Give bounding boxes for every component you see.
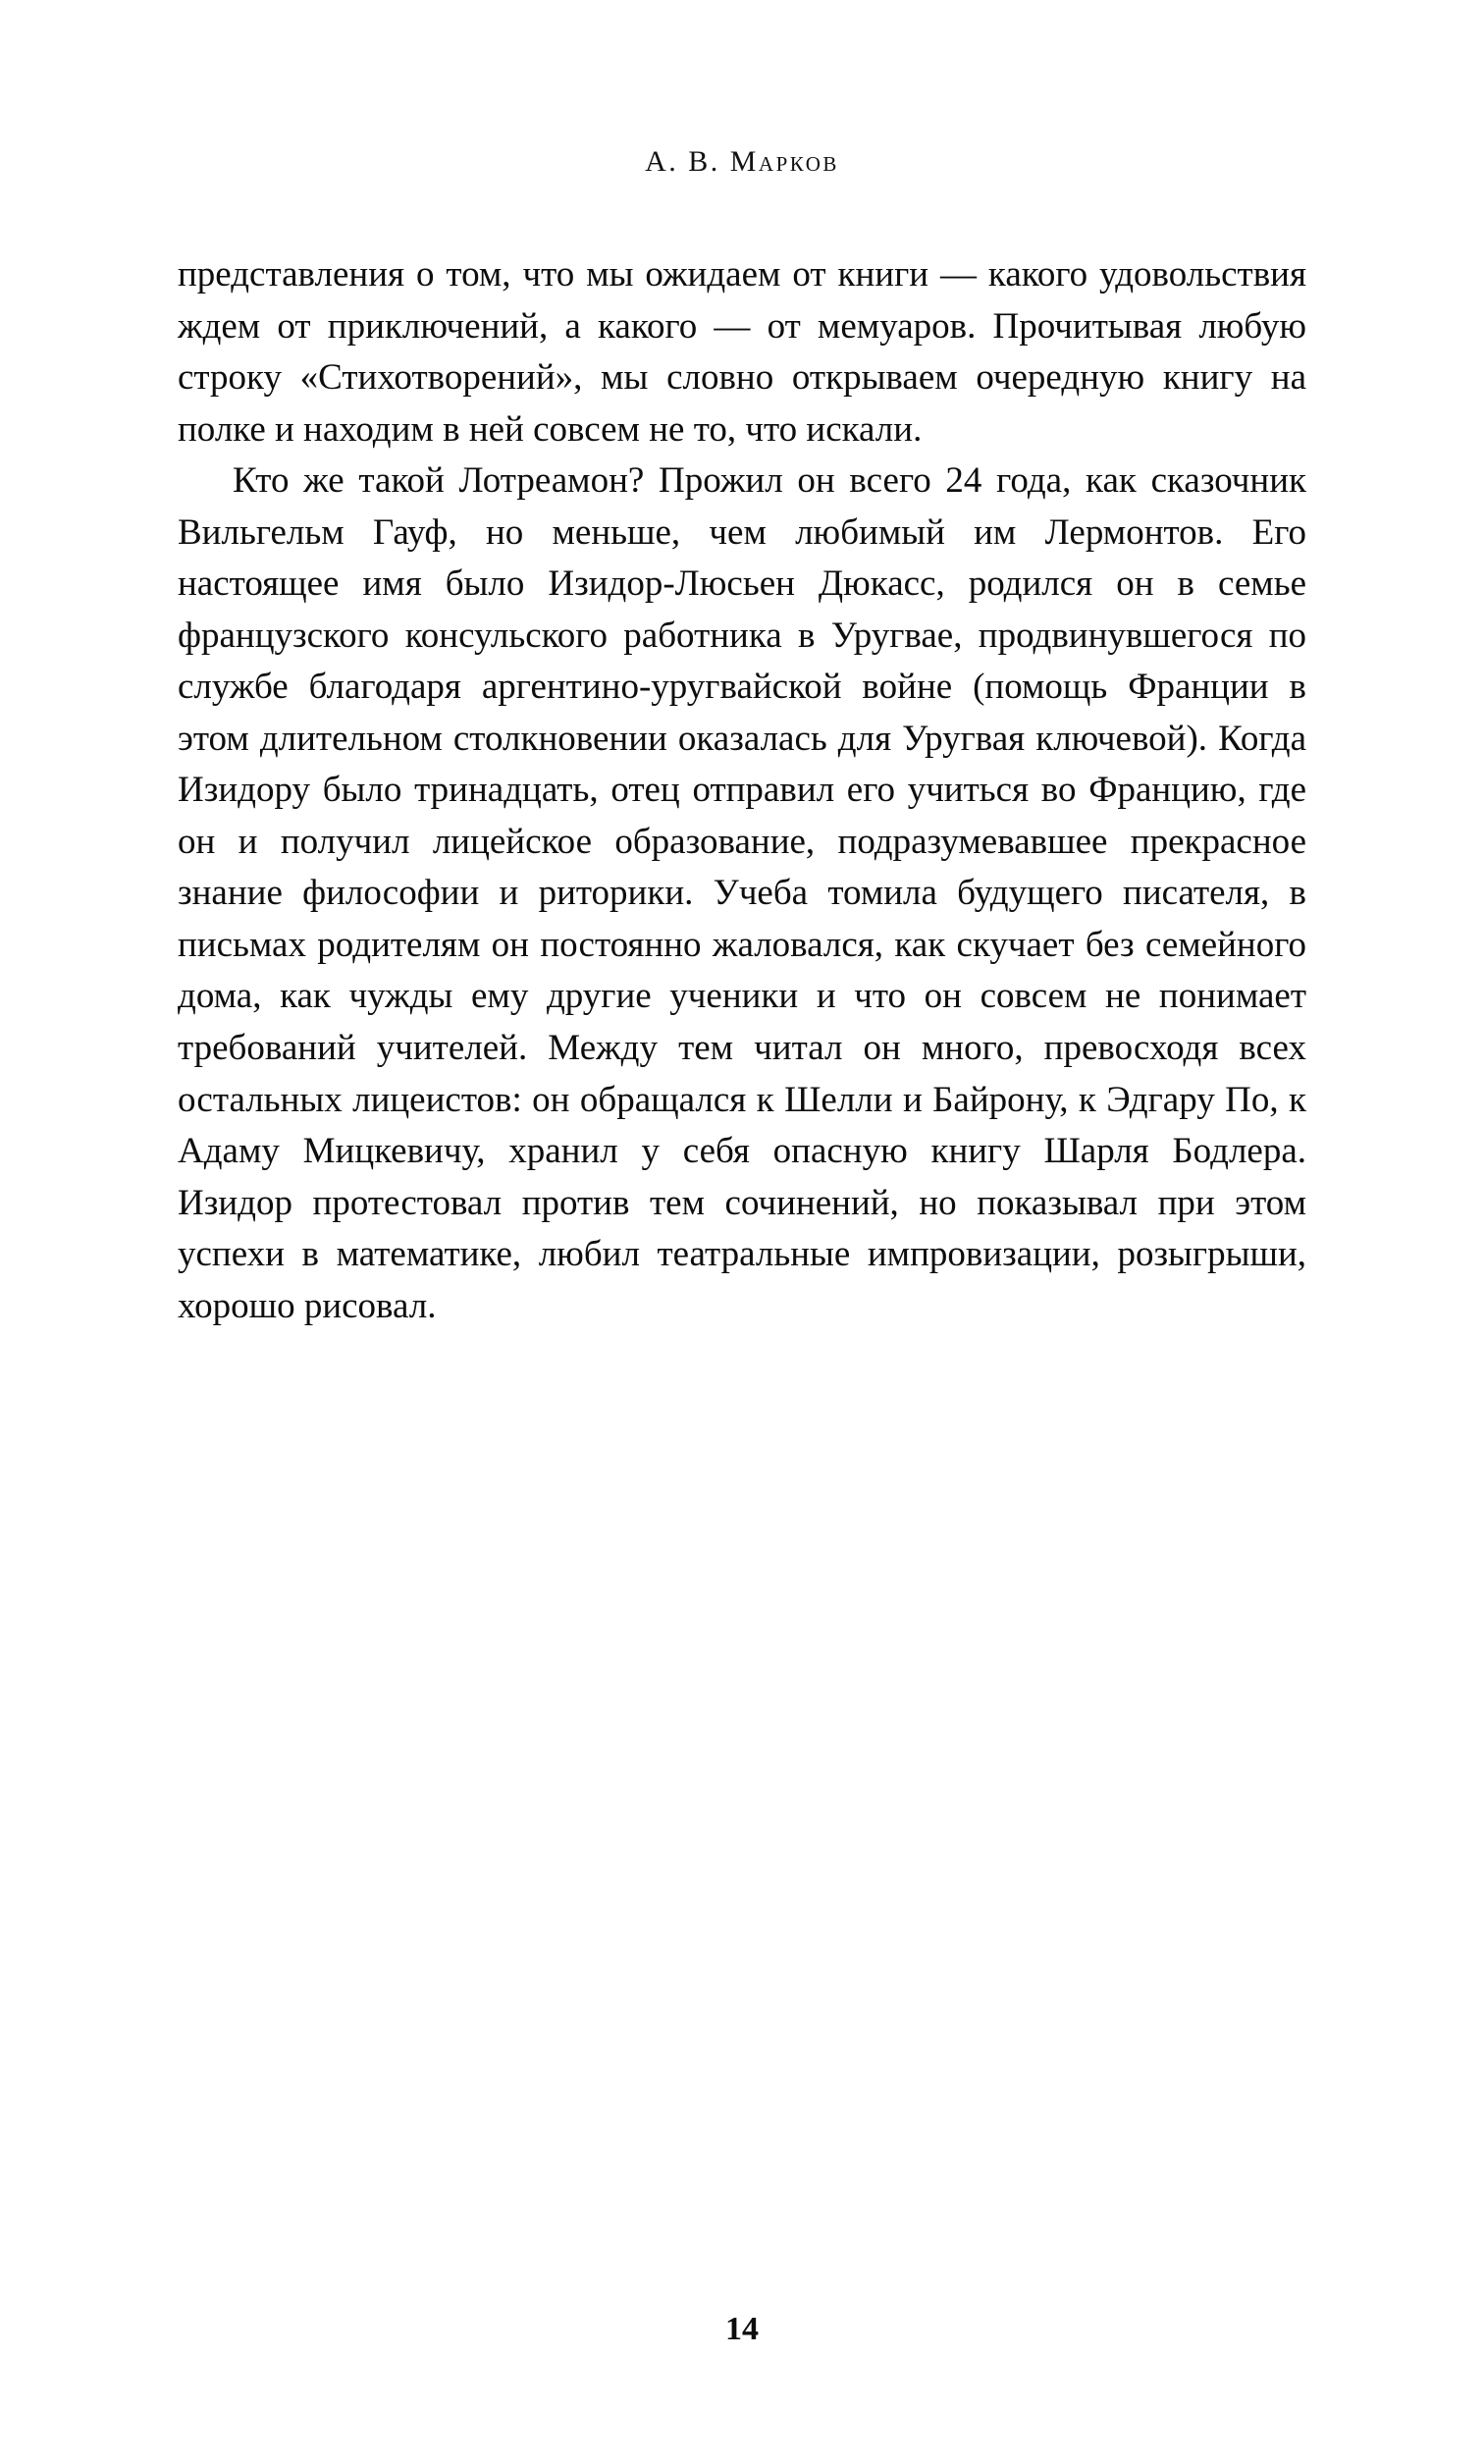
paragraph: Кто же такой Лотреамон? Прожил он всего 24 года, как сказочник Вильгельм Гауф, но меньше, чем любимый им Лермонтов. Его настоящее имя было Изидор-Люсьен Дюкасс, родился он в семье французского консульского работника в Уругвае, продвинувшегося по службе благодаря аргентино-уругвайской войне (помощь Франции в этом длительном столкновении оказалась для Уругвая ключевой). Когда Изидору было тринадцать, отец отправил его учиться во Францию, где он и получил лицейское образование, подразумевавшее прекрасное знание философии и риторики. Учеба томила будущего писателя, в письмах родителям он постоянно жаловался, как скучает без семейного дома, как чужды ему другие ученики и что он совсем не понимает требований учителей. Между тем читал он много, превосходя всех остальных лицеистов: он обращался к Шелли и Байрону, к Эдгару По, к Адаму Мицкевичу, хранил у себя опасную книгу Шарля Бодлера. Изидор протестовал против тем сочинений, но показывал при этом успехи в математике, любил театральные импровизации, розыгрыши, хорошо рисовал. (178, 460, 1306, 1326)
body-text-block (174, 249, 1310, 1332)
running-head-author: А. В. Марков (645, 145, 839, 178)
paragraph: представления о том, что мы ожидаем от книги — какого удовольствия ждем от приключений, а какого — от мемуаров. Прочитывая любую строку «Стихотворений», мы словно открываем очередную книгу на полке и находим в ней совсем не то, что искали. (178, 254, 1306, 450)
page-number: 14 (725, 2311, 759, 2347)
book-page (0, 145, 1484, 2464)
